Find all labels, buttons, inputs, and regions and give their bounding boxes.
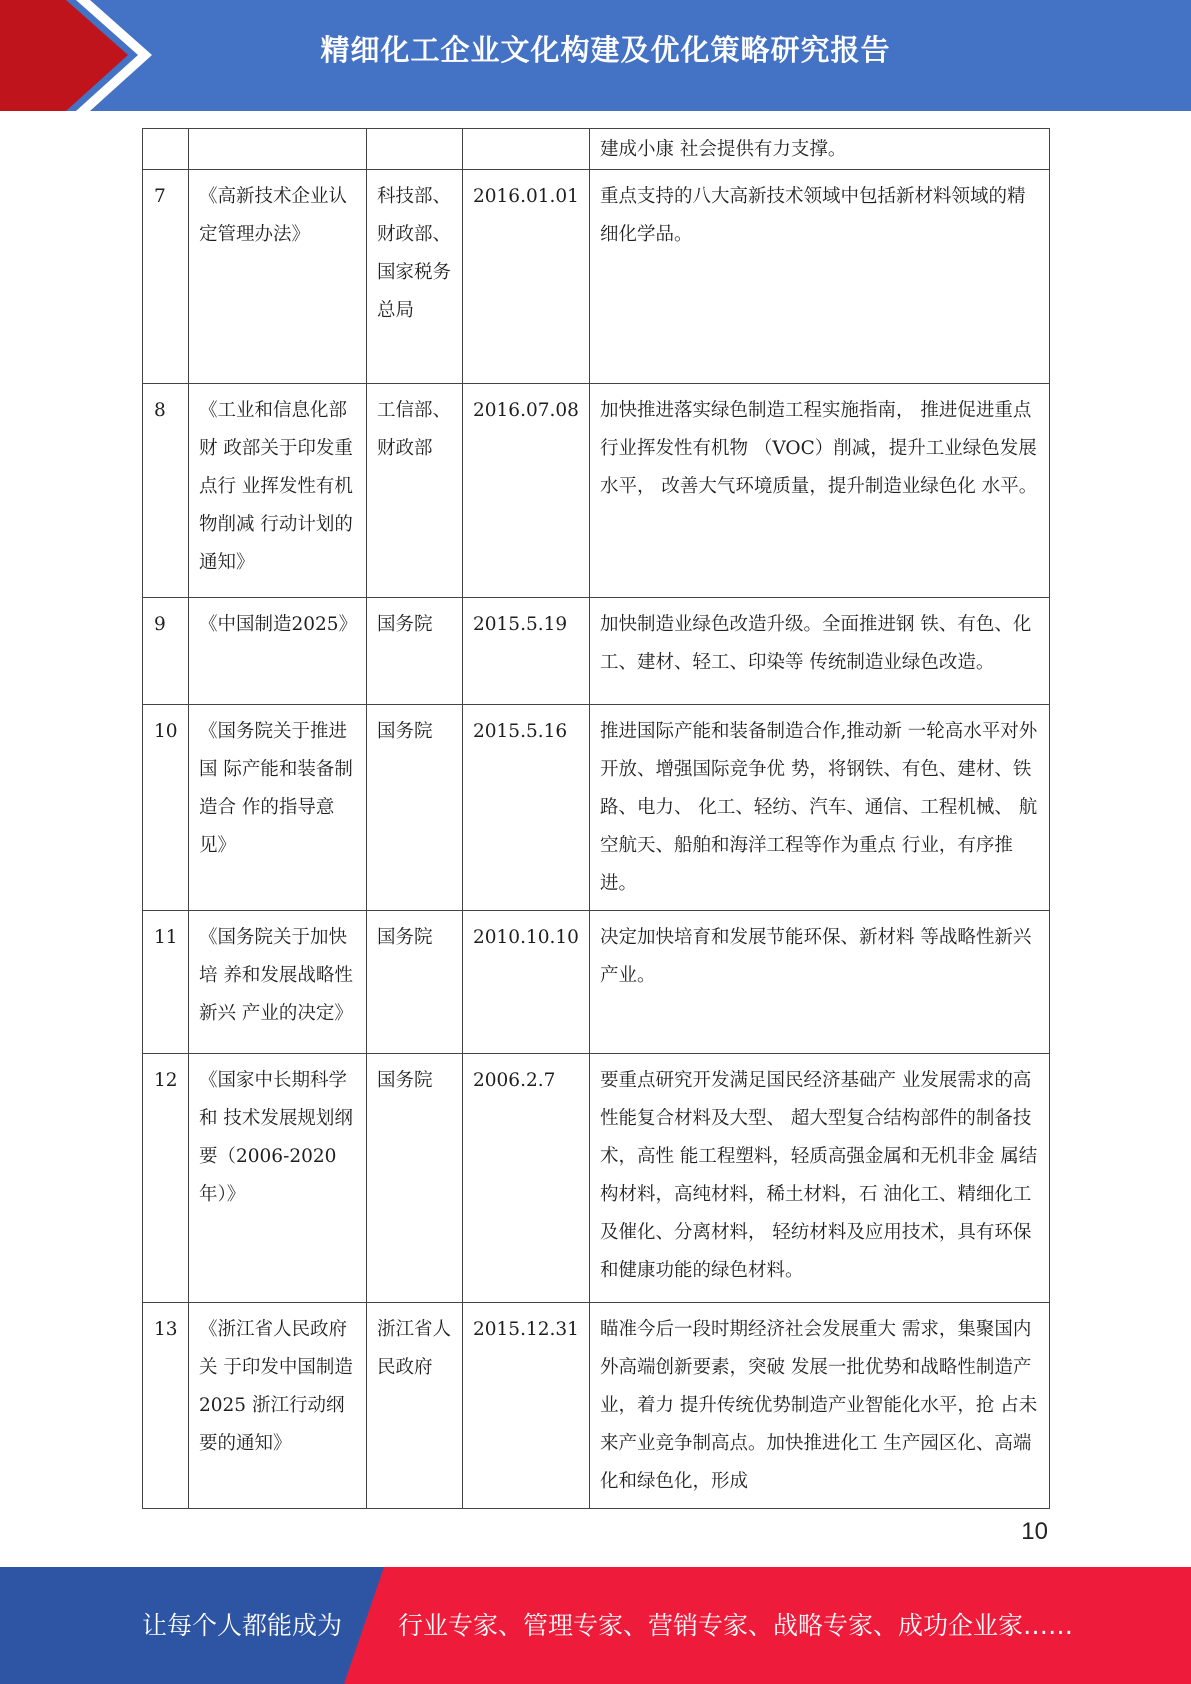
policy-content: 加快推进落实绿色制造工程实施指南， 推进促进重点行业挥发性有机物 （VOC）削减，提升工业绿色发展水平， 改善大气环境质量，提升制造业绿色化 水平。 (590, 384, 1050, 598)
row-number: 8 (143, 384, 189, 598)
policy-content: 瞄准今后一段时期经济社会发展重大 需求，集聚国内外高端创新要素，突破 发展一批优势和战略性制造产业，着力 提升传统优势制造产业智能化水平，抢 占未来产业竞争制高点。加快推进化工 生产园区化、高端化和绿色化，形成 (590, 1303, 1050, 1509)
policy-name: 《中国制造2025》 (189, 598, 367, 705)
policy-content: 要重点研究开发满足国民经济基础产 业发展需求的高性能复合材料及大型、 超大型复合结构部件的制备技术，高性 能工程塑料，轻质高强金属和无机非金 属结构材料，高纯材料，稀土材料，石 油化工、精细化工及催化、分离材料， 轻纺材料及应用技术，具有环保和健康功能的绿色材料。 (590, 1054, 1050, 1303)
issuing-body (367, 129, 463, 170)
policy-name: 《工业和信息化部财 政部关于印发重点行 业挥发性有机物削减 行动计划的通知》 (189, 384, 367, 598)
policy-content: 推进国际产能和装备制造合作,推动新 一轮高水平对外开放、增强国际竞争优 势，将钢铁、有色、建材、铁路、电力、 化工、轻纺、汽车、通信、工程机械、 航空航天、船舶和海洋工程等作为重点 行业，有序推进。 (590, 705, 1050, 911)
footer-slogan-left: 让每个人都能成为 (142, 1611, 343, 1640)
policy-name: 《国务院关于加快培 养和发展战略性新兴 产业的决定》 (189, 911, 367, 1054)
issuing-body: 科技部、财政部、国家税务 总局 (367, 170, 463, 384)
row-number: 7 (143, 170, 189, 384)
issue-date: 2010.10.10 (463, 911, 590, 1054)
issue-date (463, 129, 590, 170)
page-header (0, 0, 1191, 111)
issuing-body: 国务院 (367, 911, 463, 1054)
issue-date: 2006.2.7 (463, 1054, 590, 1303)
policy-name: 《浙江省人民政府关 于印发中国制造2025 浙江行动纲要的通知》 (189, 1303, 367, 1509)
table-row (143, 1303, 1050, 1509)
table-row (143, 598, 1050, 705)
issue-date: 2015.5.19 (463, 598, 590, 705)
row-number: 9 (143, 598, 189, 705)
table-row (143, 129, 1050, 170)
table-row (143, 705, 1050, 911)
policy-table (142, 128, 1050, 1509)
issuing-body: 国务院 (367, 1054, 463, 1303)
policy-content: 决定加快培育和发展节能环保、新材料 等战略性新兴产业。 (590, 911, 1050, 1054)
page-number: 10 (1021, 1518, 1048, 1545)
issuing-body: 浙江省人民政府 (367, 1303, 463, 1509)
page-footer (0, 1567, 1191, 1684)
issuing-body: 工信部、 财政部 (367, 384, 463, 598)
policy-name: 《国务院关于推进国 际产能和装备制造合 作的指导意见》 (189, 705, 367, 911)
table-row (143, 384, 1050, 598)
issuing-body: 国务院 (367, 705, 463, 911)
row-number: 13 (143, 1303, 189, 1509)
row-number (143, 129, 189, 170)
policy-content: 加快制造业绿色改造升级。全面推进钢 铁、有色、化工、建材、轻工、印染等 传统制造业绿色改造。 (590, 598, 1050, 705)
row-number: 11 (143, 911, 189, 1054)
row-number: 10 (143, 705, 189, 911)
issue-date: 2015.5.16 (463, 705, 590, 911)
table-row (143, 1054, 1050, 1303)
policy-content: 建成小康 社会提供有力支撑。 (590, 129, 1050, 170)
policy-name (189, 129, 367, 170)
table-row (143, 170, 1050, 384)
policy-name: 《国家中长期科学和 技术发展规划纲要（2006-2020年）》 (189, 1054, 367, 1303)
footer-slogan-right: 行业专家、管理专家、营销专家、战略专家、成功企业家…… (398, 1611, 1074, 1640)
document-title: 精细化工企业文化构建及优化策略研究报告 (320, 33, 891, 67)
issue-date: 2016.07.08 (463, 384, 590, 598)
policy-name: 《高新技术企业认定管理办法》 (189, 170, 367, 384)
policy-table-body (143, 129, 1050, 1509)
row-number: 12 (143, 1054, 189, 1303)
table-row (143, 911, 1050, 1054)
issue-date: 2016.01.01 (463, 170, 590, 384)
issue-date: 2015.12.31 (463, 1303, 590, 1509)
issuing-body: 国务院 (367, 598, 463, 705)
policy-content: 重点支持的八大高新技术领域中包括新材料领域的精细化学品。 (590, 170, 1050, 384)
